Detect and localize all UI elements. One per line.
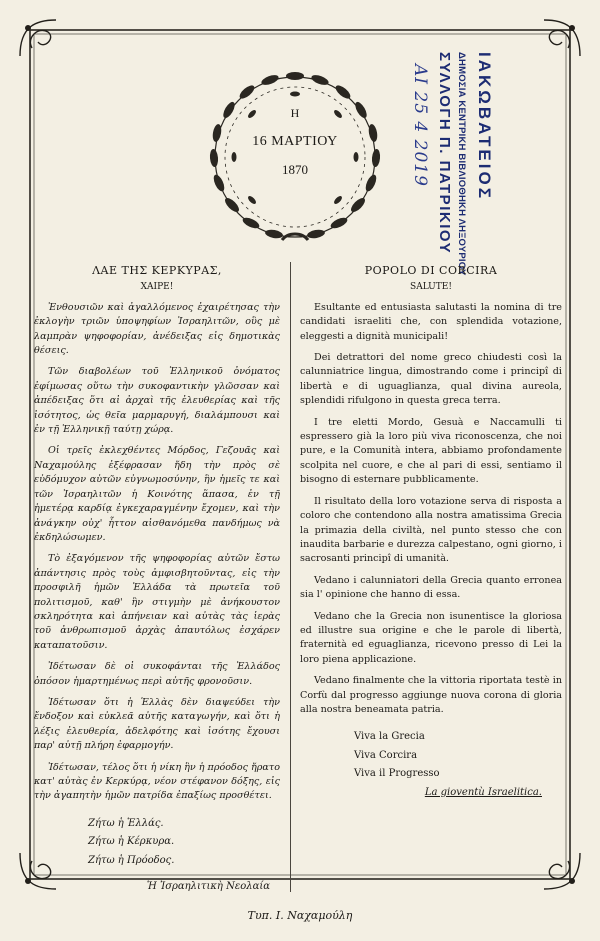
greek-paragraph: Οἱ τρεῖς ἐκλεχθέντες Μόρδος, Γεζουᾶς καὶ Ναχαμούλης ἐξέφρασαν ἤδη τὴν πρὸς σὲ εὐδόμυχον αὐτῶν εὐγνωμοσύνην, ἣν ἡμεῖς τε καὶ τῶν Ἰσραηλιτῶν ἡ Κοινότης ἅπασα, ἐν τῇ ἡμετέρᾳ καρδίᾳ ἐγκεχαραγμένην ἔχομεν, καὶ τὴν ἀνάγκην οὐχ' ἧττον αἰσθανόμεθα πανδήμως νὰ ἐκδηλώσωμεν. bbox=[34, 445, 280, 543]
greek-paragraph: Τῶν διαβολέων τοῦ Ἑλληνικοῦ ὀνόματος ἐφίμωσας οὕτω τὴν συκοφαντικὴν γλῶσσαν καὶ ἀπέδειξας ὅτι αἱ ἀρχαὶ τῆς ἐλευθερίας καὶ τῆς ἰσότητος, ὡς θεῖα μαρμαρυγή, διαλάμπουσι καὶ ἐν τῇ Ἑλληνικῇ ταύτῃ χώρᾳ. bbox=[34, 366, 280, 436]
greek-paragraph: Ἰδέτωσαν, τέλος ὅτι ἡ νίκη ἣν ἡ πρόοδος ἤρατο κατ' αὐτὰς ἐν Κερκύρᾳ, νέον στέφανον δόξης, εἰς τὴν ἀγαπητὴν ἡμῶν πατρίδα ἐπαξίως προσθέτει. bbox=[34, 761, 280, 802]
greek-shout: Ζήτω ἡ Κέρκυρα. bbox=[88, 836, 175, 848]
printer-imprint: Τυπ. Ι. Ναχαμούλη bbox=[247, 909, 353, 922]
italian-paragraph: Vedano i calunniatori della Grecia quanto erronea sia l' opinione che hanno di essa. bbox=[300, 574, 562, 601]
italian-viva: Viva la Grecia bbox=[354, 731, 425, 743]
masthead bbox=[200, 62, 390, 252]
greek-heading: ΛΑΕ ΤΗΣ ΚΕΡΚΥΡΑΣ, bbox=[92, 264, 222, 277]
italian-signature: La gioventù Israelitica. bbox=[424, 786, 542, 798]
italian-heading: POPOLO DI CORCIRA bbox=[364, 264, 498, 277]
masthead-date: 16 ΜΑΡΤΙΟΥ bbox=[252, 134, 338, 149]
italian-paragraph: Dei detrattori del nome greco chiudesti così la calunniatrice lingua, dimostrando come i principî di libertà e di uguaglianza, qual divina aureola, splendidi rifulgono in questa greca terra. bbox=[300, 352, 562, 407]
italian-paragraph: Esultante ed entusiasta salutasti la nomina di tre candidati israeliti che, con splendida votazione, eleggesti a dignità municipali! bbox=[300, 301, 562, 342]
italian-viva: Viva Corcira bbox=[354, 749, 418, 761]
italian-viva: Viva il Progresso bbox=[354, 768, 440, 780]
greek-paragraph: Τὸ ἐξαγόμενον τῆς ψηφοφορίας αὐτῶν ἔστω ἀπάντησις πρὸς τοὺς ἀμφισβητοῦντας, εἰς τὴν προσφιλῆ ἡμῶν Ἑλλάδα τὰ πρωτεῖα τοῦ πολιτισμοῦ, καθ' ἣν στιγμὴν μὲ ἀνήκουστον σκληρότητα καὶ ἀπήνειαν καὶ αὐτὰς τὰς ἱερὰς τοῦ ἀνθρωπισμοῦ ἀρχὰς ἀπαυτόλως ἐσχάρεν καταπατοῦσιν. bbox=[34, 553, 280, 651]
italian-salute: SALUTE! bbox=[410, 282, 452, 293]
stamp-line-library: ΙΑΚΩΒΑΤΕΙΟΣ bbox=[475, 52, 494, 201]
laurel-wreath bbox=[200, 62, 390, 252]
greek-shout: Ζήτω ἡ Ἑλλάς. bbox=[88, 817, 164, 829]
stamp-line-institution: ΔΗΜΟΣΙΑ ΚΕΝΤΡΙΚΗ ΒΙΒΛΙΟΘΗΚΗ ΛΗΞΟΥΡΙΟΥ bbox=[456, 52, 467, 276]
italian-paragraph: Vedano che la Grecia non isunentisce la gloriosa ed illustre sua origine e che le parole di libertà, fraternità ed eguaglianza, ricevono presso di Lei la loro piena applicazione. bbox=[300, 610, 562, 665]
stamp-line-accession: ΑΙ 25 4 2019 bbox=[410, 64, 430, 187]
stamp-line-collection: ΣΥΛΛΟΓΗ Π. ΠΑΤΡΙΚΙΟΥ bbox=[436, 52, 453, 255]
greek-signature: Ἡ Ἰσραηλιτικὴ Νεολαία bbox=[146, 881, 270, 893]
italian-paragraph: Vedano finalmente che la vittoria riportata testè in Corfù dal progresso aggiunge nuova corona di gloria alla nostra beneamata patria. bbox=[300, 675, 562, 715]
italian-paragraph: I tre eletti Mordo, Gesuà e Naccamulli ti espressero già la loro più viva riconoscenza, che noi pure, e la Comunità intera, abbiamo profondamente scolpita nel cuore, e che al pari di essi, sentiamo il bisogno di esternare pubblicamente. bbox=[300, 416, 562, 486]
greek-paragraph: Ἰδέτωσαν ὅτι ἡ Ἑλλὰς δὲν διαψεύδει τὴν ἔνδοξον καὶ εὐκλεᾶ αὐτῆς καταγωγήν, καὶ ὅτι ἡ λέξις ἐλευθερία, ἀδελφότης καὶ ἰσότης ἔχουσι παρ' αὐτῇ πλήρη ἐφαρμογήν. bbox=[34, 696, 280, 752]
greek-paragraph: Ἐνθουσιῶν καὶ ἀγαλλόμενος ἐχαιρέτησας τὴν ἐκλογὴν τριῶν ὑποψηφίων Ἰσραηλιτῶν, οὓς μὲ λαμπρὰν ψηφοφορίαν, ἀνέδειξας εἰς δημοτικὰς θέσεις. bbox=[34, 301, 280, 357]
greek-salute: ΧΑΙΡΕ! bbox=[140, 282, 174, 293]
masthead-year: 1870 bbox=[282, 162, 308, 177]
greek-shout: Ζήτω ἡ Πρόοδος. bbox=[88, 854, 175, 866]
italian-paragraph: Il risultato della loro votazione serva di risposta a coloro che contendono alla nostra amatissima Grecia la primazia della civiltà, nel punto stesso che con inaudita barbarie e durezza calpestano, ogni giorno, i sacrosanti principî di umanità. bbox=[300, 495, 562, 565]
greek-paragraph: Ἰδέτωσαν δὲ οἱ συκοφάνται τῆς Ἑλλάδος ὁπόσον ἡμαρτημένως περὶ αὐτῆς φρονοῦσιν. bbox=[34, 661, 280, 687]
masthead-article: Η bbox=[290, 106, 300, 120]
column-divider bbox=[290, 262, 291, 892]
greek-column bbox=[34, 264, 280, 894]
italian-column bbox=[300, 264, 562, 800]
